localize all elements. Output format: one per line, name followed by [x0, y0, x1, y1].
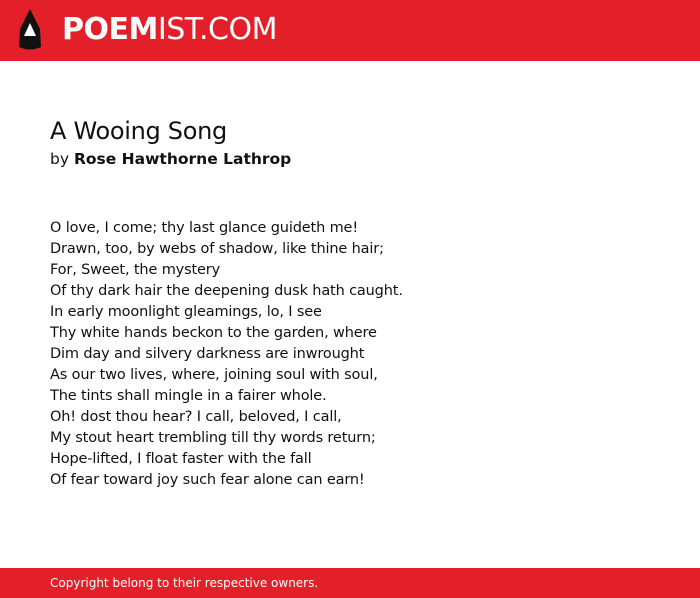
poem-author: Rose Hawthorne Lathrop: [73, 150, 292, 168]
poem-line: Of fear toward joy such fear alone can earn!: [50, 472, 365, 488]
poem-line: The tints shall mingle in a fairer whole.: [50, 388, 327, 404]
by-label: by: [50, 150, 70, 168]
copyright-text: Copyright belong to their respective owners.: [50, 576, 319, 590]
poem-line: Drawn, too, by webs of shadow, like thine hair;: [50, 241, 384, 257]
poem-title: A Wooing Song: [50, 117, 227, 145]
site-footer: [0, 568, 700, 598]
poem-line: Hope-lifted, I float faster with the fall: [50, 451, 312, 467]
pen-nib-icon[interactable]: [18, 9, 42, 51]
site-header: [0, 0, 700, 61]
site-logo[interactable]: [62, 12, 277, 48]
poem-line: My stout heart trembling till thy words return;: [50, 430, 376, 446]
poem-line: For, Sweet, the mystery: [50, 262, 221, 278]
poem-line: Dim day and silvery darkness are inwrought: [50, 346, 365, 362]
poem-line: O love, I come; thy last glance guideth me!: [50, 220, 358, 236]
poem-line: Of thy dark hair the deepening dusk hath caught.: [50, 283, 403, 299]
poem-line: As our two lives, where, joining soul with soul,: [50, 367, 378, 383]
poem-byline: [50, 148, 291, 170]
poem-line: Thy white hands beckon to the garden, where: [50, 325, 377, 341]
logo-brand-bold: POEM: [62, 12, 158, 47]
poem-line: Oh! dost thou hear? I call, beloved, I call,: [50, 409, 342, 425]
poem-line: In early moonlight gleamings, lo, I see: [50, 304, 322, 320]
logo-brand-light: IST.COM: [157, 12, 277, 47]
poem-body: [50, 218, 403, 491]
